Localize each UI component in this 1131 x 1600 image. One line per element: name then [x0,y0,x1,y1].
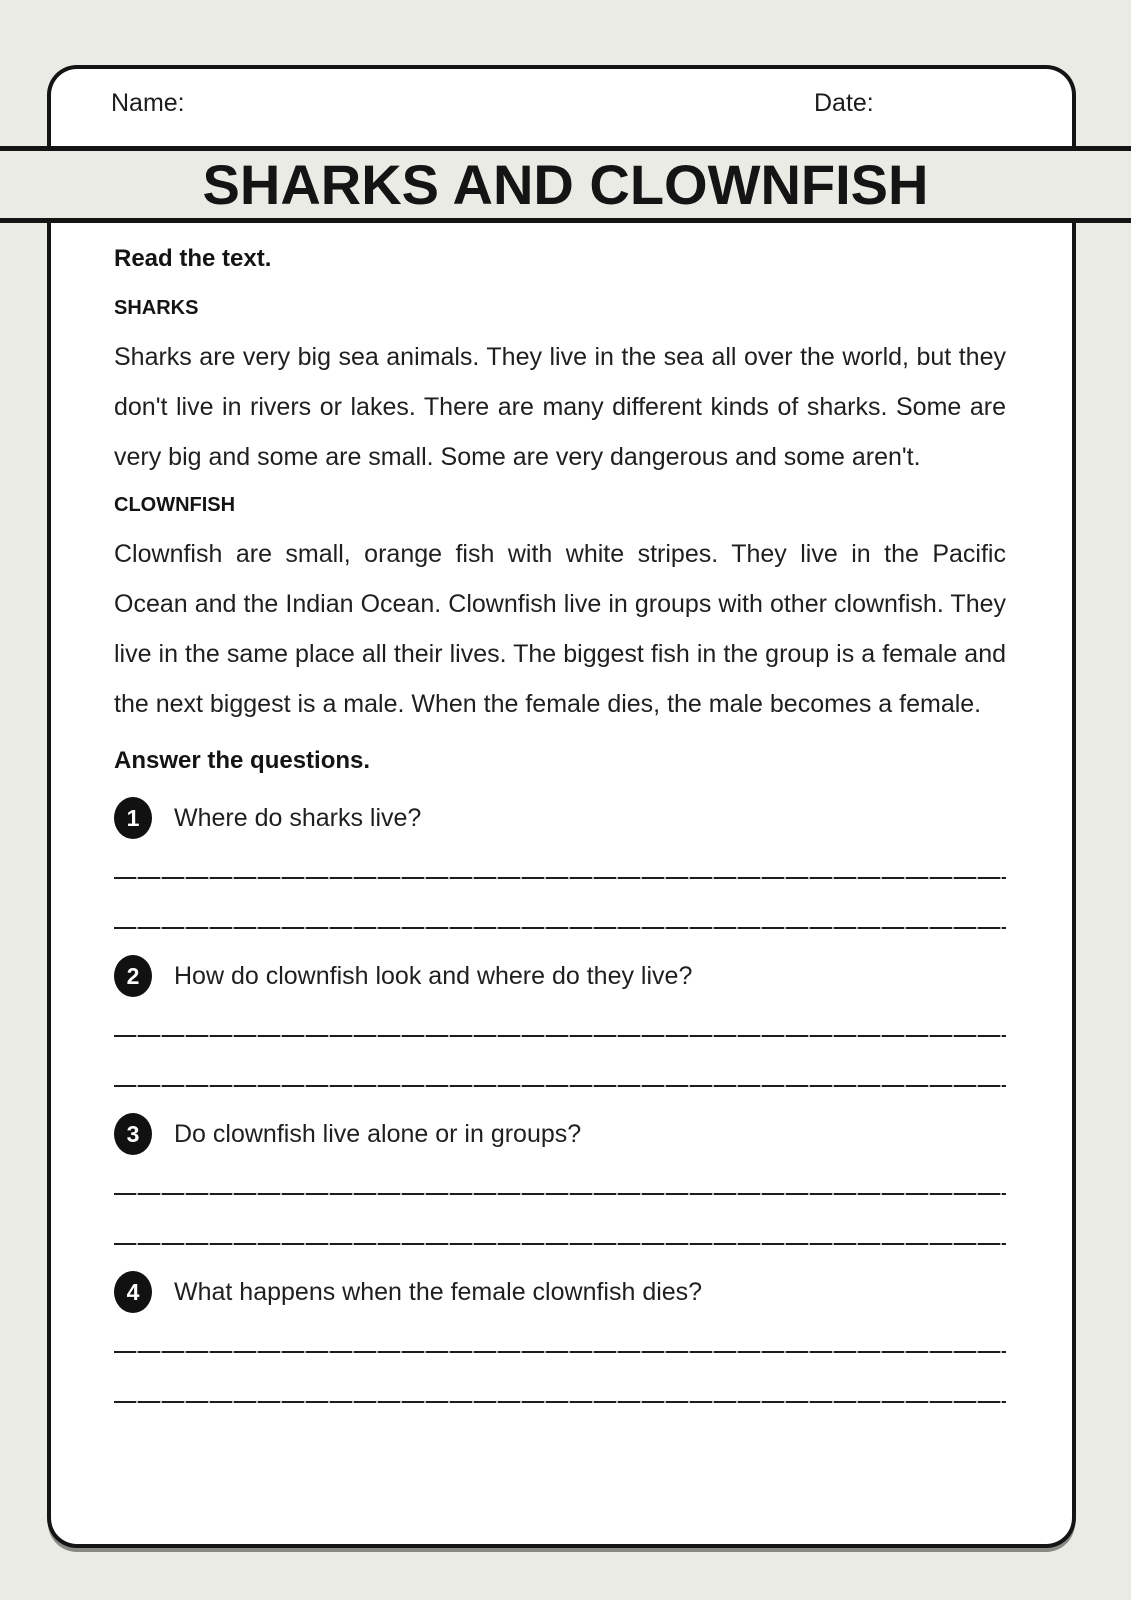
question-number-badge: 2 [114,955,152,997]
name-date-box [47,65,1076,146]
question-number-badge: 1 [114,797,152,839]
question-2-text: How do clownfish look and where do they live? [174,961,693,990]
question-4-row [114,1271,1006,1313]
read-instruction: Read the text. [114,245,272,272]
question-2-row [114,955,1006,997]
answer-blank-line [114,877,1006,879]
worksheet-sheet [47,223,1076,1548]
date-label: Date: [814,89,874,117]
answer-blank-line [114,1401,1006,1403]
answer-blank-line [114,1085,1006,1087]
answer-instruction: Answer the questions. [114,747,371,774]
passage-heading-sharks: SHARKS [114,297,199,319]
answer-blank-line [114,1351,1006,1353]
question-number-badge: 3 [114,1113,152,1155]
answer-blank-line [114,1193,1006,1195]
answer-blank-line [114,927,1006,929]
page-title: SHARKS AND CLOWNFISH [202,153,929,216]
answer-blank-line [114,1243,1006,1245]
question-4-text: What happens when the female clownfish dies? [174,1277,703,1306]
passage-heading-clownfish: CLOWNFISH [114,494,236,516]
question-1-row [114,797,1006,839]
passage-text-clownfish: Clownfish are small, orange fish with white stripes. They live in the Pacific Ocean and the Indian Ocean. Clownfish live in groups with other clownfish. They live in the same place all their lives. The biggest fish in the group is a female and the next biggest is a male. When the female dies, the male becomes a female. [114,540,1006,718]
question-3-row [114,1113,1006,1155]
question-1-text: Where do sharks live? [174,803,422,832]
passage-text-sharks: Sharks are very big sea animals. They live in the sea all over the world, but they don't live in rivers or lakes. There are many different kinds of sharks. Some are very big and some are small. Some are very dangerous and some aren't. [114,343,1006,471]
question-number-badge: 4 [114,1271,152,1313]
title-band [0,146,1131,223]
answer-blank-line [114,1035,1006,1037]
name-label: Name: [111,89,185,117]
question-3-text: Do clownfish live alone or in groups? [174,1119,582,1148]
